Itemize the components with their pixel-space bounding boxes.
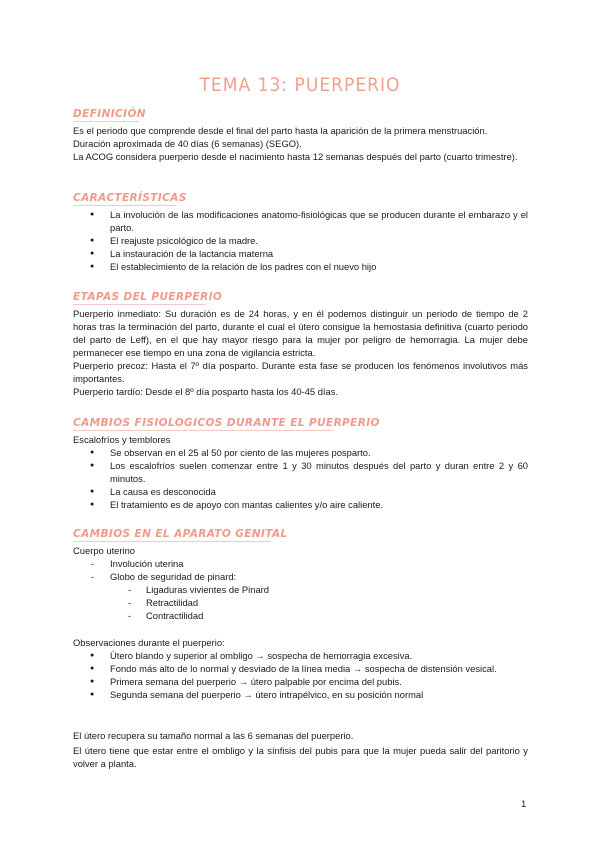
list-item: - Involución uterina (73, 557, 528, 570)
cambios-fisiologicos-section (73, 433, 528, 511)
heading-underline (73, 541, 271, 542)
list-item: ● El tratamiento es de apoyo con mantas calientes y/o aire caliente. (73, 498, 528, 511)
etapa-paragraph: Puerperio precoz: Hasta el 7º día posparto. Durante esta fase se producen los fenómenos involutivos más importantes. (73, 360, 528, 384)
list-item: ● Se observan en el 25 al 50 por ciento de las mujeres posparto. (73, 446, 528, 459)
closing-text (73, 729, 528, 770)
heading-cambios-fisiologicos: CAMBIOS FISIOLOGICOS DURANTE EL PUERPERIO (73, 417, 380, 429)
etapas-text (73, 307, 528, 398)
list-item: ● Útero blando y superior al ombligo → sospecha de hemorragia excesiva. (73, 649, 528, 662)
heading-cambios-genital: CAMBIOS EN EL APARATO GENITAL (73, 528, 288, 540)
heading-caracteristicas: CARACTERÍSTICAS (73, 192, 187, 204)
definicion-line: La ACOG considera puerperio desde el nacimiento hasta 12 semanas después del parto (cuarto trimestre). (73, 151, 518, 162)
section-subtitle: Escalofríos y temblores (73, 434, 171, 445)
closing-line: El útero tiene que estar entre el ombligo y la sínfisis del pubis para que la mujer pueda salir del paritorio y volver a planta. (73, 745, 528, 769)
definicion-text (73, 124, 528, 163)
list-item: ● La causa es desconocida (73, 485, 528, 498)
definicion-line: Es el periodo que comprende desde el final del parto hasta la aparición de la primera menstruación. (73, 125, 488, 136)
page-number: 1 (521, 799, 527, 810)
etapa-paragraph: Puerperio tardío: Desde el 8º día posparto hasta los 40-45 días. (73, 386, 339, 397)
page-title: TEMA 13: PUERPERIO (199, 74, 401, 96)
list-item: ● Segunda semana del puerperio → útero intrapélvico, en su posición normal (73, 688, 528, 701)
heading-underline (73, 205, 176, 206)
list-item: ● Primera semana del puerperio → útero palpable por encima del pubis. (73, 675, 528, 688)
heading-underline (73, 304, 206, 305)
list-item: ● El establecimiento de la relación de los padres con el nuevo hijo (73, 260, 528, 273)
list-item: ● Los escalofríos suelen comenzar entre 1 y 30 minutos después del parto y duran entre 2 y 60 minutos. (73, 459, 528, 485)
closing-line: El útero recupera su tamaño normal a las 6 semanas del puerperio. (73, 730, 354, 741)
heading-etapas: ETAPAS DEL PUERPERIO (73, 291, 223, 303)
list-item: - Globo de seguridad de pinard: (73, 570, 528, 583)
list-item: ● Fondo más alto de lo normal y desviado de la línea media → sospecha de distensión vesical. (73, 662, 528, 675)
etapa-paragraph: Puerperio inmediato: Su duración es de 24 horas, y en él podemos distinguir un periodo de tiempo de 2 horas tras la terminación del parto, durante el cual el útero consigue la hemostasia definitiva (cuarto periodo del parto de Leff), en el que hay mayor riesgo para la mujer por peligro de hemorragia. La mujer debe permanecer ese tiempo en una zona de vigilancia estricta. (73, 308, 528, 358)
list-item: ● El reajuste psicológico de la madre. (73, 234, 528, 247)
observaciones-title: Observaciones durante el puerperio: (73, 637, 225, 648)
heading-definicion: DEFINICIÓN (73, 108, 146, 120)
observaciones-section (73, 636, 528, 701)
heading-underline (73, 430, 333, 431)
sub-list-item: - Ligaduras vivientes de Pinard (73, 583, 528, 596)
definicion-line: Duración aproximada de 40 días (6 semanas) (SEGO). (73, 138, 302, 149)
cambios-genital-section (73, 544, 528, 622)
sub-list-item: - Retractilidad (73, 596, 528, 609)
section-subtitle: Cuerpo uterino (73, 545, 136, 556)
caracteristicas-list (73, 208, 528, 273)
list-item: ● La involución de las modificaciones anatomo-fisiológicas que se producen durante el embarazo y el parto. (73, 208, 528, 234)
list-item: ● La instauración de la lactancia materna (73, 247, 528, 260)
heading-underline (73, 121, 139, 122)
sub-list-item: - Contractilidad (73, 609, 528, 622)
